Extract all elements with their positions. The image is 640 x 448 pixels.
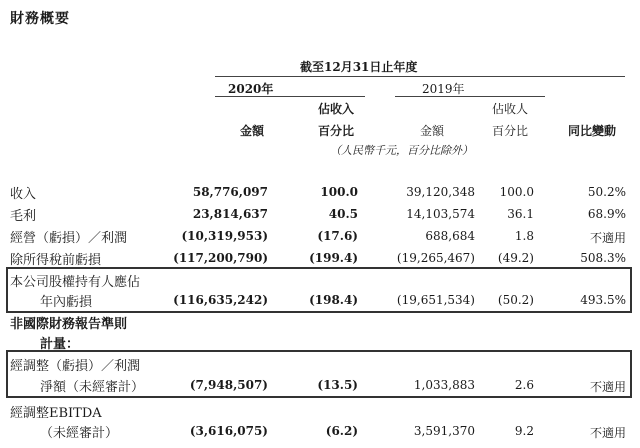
row-yoy: 68.9%: [587, 207, 626, 221]
row-pct-2019: (49.2): [497, 251, 534, 265]
adjusted-row-amount-2019: 1,033,883: [413, 378, 475, 392]
row-label-line1: 本公司股權持有人應佔: [10, 275, 141, 290]
row-label-line2: 年內虧損: [40, 295, 93, 310]
row-label: 毛利: [10, 209, 37, 224]
row-pct-2020: 100.0: [320, 185, 358, 199]
row-pct-2020: (17.6): [317, 229, 358, 243]
amount-2019-header: 金額: [420, 124, 445, 138]
row-yoy: 50.2%: [587, 185, 626, 199]
row-label: 經營（虧損）／利潤: [10, 231, 128, 246]
adjusted-row-yoy: 不適用: [589, 426, 626, 440]
adjusted-row-amount-2019: 3,591,370: [413, 424, 475, 438]
row-amount-2020: 58,776,097: [192, 185, 268, 199]
row-yoy: 508.3%: [580, 251, 626, 265]
row-amount-2019: 688,684: [425, 229, 475, 243]
yoy-header: 同比變動: [568, 124, 617, 138]
row-pct-2019: 1.8: [514, 229, 534, 243]
row-pct-2020: (199.4): [309, 251, 358, 265]
year-2019-rule: [395, 96, 545, 97]
row-pct-2019: (50.2): [497, 293, 534, 307]
year-2020-rule: [215, 96, 365, 97]
adjusted-row-pct-2019: 2.6: [514, 378, 534, 392]
row-amount-2020: (117,200,790): [173, 251, 268, 265]
adjusted-row-label-line1: 經調整EBITDA: [10, 406, 102, 421]
row-amount-2020: (10,319,953): [181, 229, 268, 243]
pct-2020-header-line2: 百分比: [318, 124, 355, 138]
adjusted-row-amount-2020: (7,948,507): [189, 378, 268, 392]
pct-2019-header-line1: 佔收人: [492, 102, 529, 116]
pct-2019-header-line2: 百分比: [492, 124, 529, 138]
adjusted-row-pct-2020: (13.5): [317, 378, 358, 392]
row-yoy: 493.5%: [580, 293, 626, 307]
row-yoy: 不適用: [589, 231, 626, 245]
row-label: 除所得稅前虧損: [10, 253, 102, 268]
non-ifrs-title-line2: 計量：: [40, 337, 80, 352]
year-2020-header: 2020年: [228, 82, 274, 96]
row-pct-2019: 36.1: [507, 207, 534, 221]
row-amount-2019: 14,103,574: [406, 207, 475, 221]
pct-2020-header-line1: 佔收入: [318, 102, 355, 116]
unit-note: （人民幣千元，百分比除外）: [330, 144, 473, 157]
row-label: 收入: [10, 187, 37, 202]
adjusted-row-label-line2: （未經審計）: [40, 426, 119, 441]
year-2019-header: 2019年: [422, 82, 465, 96]
row-pct-2020: 40.5: [328, 207, 358, 221]
adjusted-row-pct-2020: (6.2): [325, 424, 358, 438]
row-amount-2020: (116,635,242): [173, 293, 268, 307]
period-rule: [215, 76, 625, 77]
adjusted-row-yoy: 不適用: [589, 380, 626, 394]
adjusted-row-amount-2020: (3,616,075): [189, 424, 268, 438]
period-header: 截至12月31日止年度: [300, 60, 418, 74]
row-amount-2019: (19,265,467): [396, 251, 475, 265]
row-amount-2020: 23,814,637: [192, 207, 268, 221]
adjusted-row-pct-2019: 9.2: [514, 424, 534, 438]
adjusted-row-label-line1: 經調整（虧損）／利潤: [10, 359, 141, 374]
row-amount-2019: (19,651,534): [396, 293, 475, 307]
non-ifrs-title-line1: 非國際財務報告準則: [10, 317, 128, 332]
page-title: 財務概要: [10, 11, 70, 27]
adjusted-row-label-line2: 淨額（未經審計）: [40, 380, 145, 395]
amount-2020-header: 金額: [240, 124, 265, 138]
row-pct-2020: (198.4): [309, 293, 358, 307]
row-amount-2019: 39,120,348: [406, 185, 475, 199]
row-pct-2019: 100.0: [499, 185, 534, 199]
